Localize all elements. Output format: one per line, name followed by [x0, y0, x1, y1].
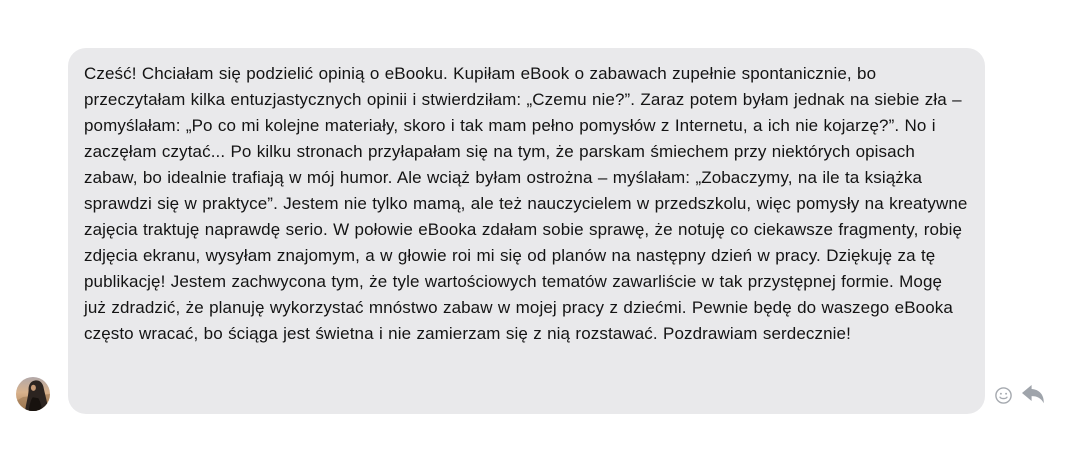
reply-button[interactable]: [1021, 384, 1045, 409]
smiley-face-icon: [995, 387, 1012, 407]
message-actions: [995, 384, 1045, 409]
react-button[interactable]: [995, 387, 1012, 407]
message-text: Cześć! Chciałam się podzielić opinią o eBooku. Kupiłam eBook o zabawach zupełnie spontanicznie, bo przeczytałam kilka entuzjastycznych opinii i stwierdziłam: „Czemu nie?”. Zaraz potem byłam jednak na siebie zła – pomyślałam: „Po co mi kolejne materiały, skoro i tak mam pełno pomysłów z Internetu, a ich nie kojarzę?”. No i zaczęłam czytać... Po kilku stronach przyłapałam się na tym, że parskam śmiechem przy niektórych opisach zabaw, bo idealnie trafiają w mój humor. Ale wciąż byłam ostrożna – myślałam: „Zobaczymy, na ile ta książka sprawdzi się w praktyce”. Jestem nie tylko mamą, ale też nauczycielem w przedszkolu, więc pomysły na kreatywne zajęcia traktuję naprawdę serio. W połowie eBooka zdałam sobie sprawę, że notuję co ciekawsze fragmenty, robię zdjęcia ekranu, wysyłam znajomym, a w głowie roi mi się od planów na następny dzień w pracy. Dziękuję za tę publikację! Jestem zachwycona tym, że tyle wartościowych tematów zawarliście w tak przystępnej formie. Mogę już zdradzić, że planuję wykorzystać mnóstwo zabaw w mojej pracy z dziećmi. Pewnie będę do waszego eBooka często wracać, bo ściąga jest świetna i nie zamierzam się z nią rozstawać. Pozdrawiam serdecznie!: [84, 64, 968, 343]
message-bubble: [68, 48, 985, 414]
reply-arrow-icon: [1021, 384, 1045, 409]
profile-photo-icon: [16, 377, 50, 411]
avatar[interactable]: [16, 377, 50, 411]
